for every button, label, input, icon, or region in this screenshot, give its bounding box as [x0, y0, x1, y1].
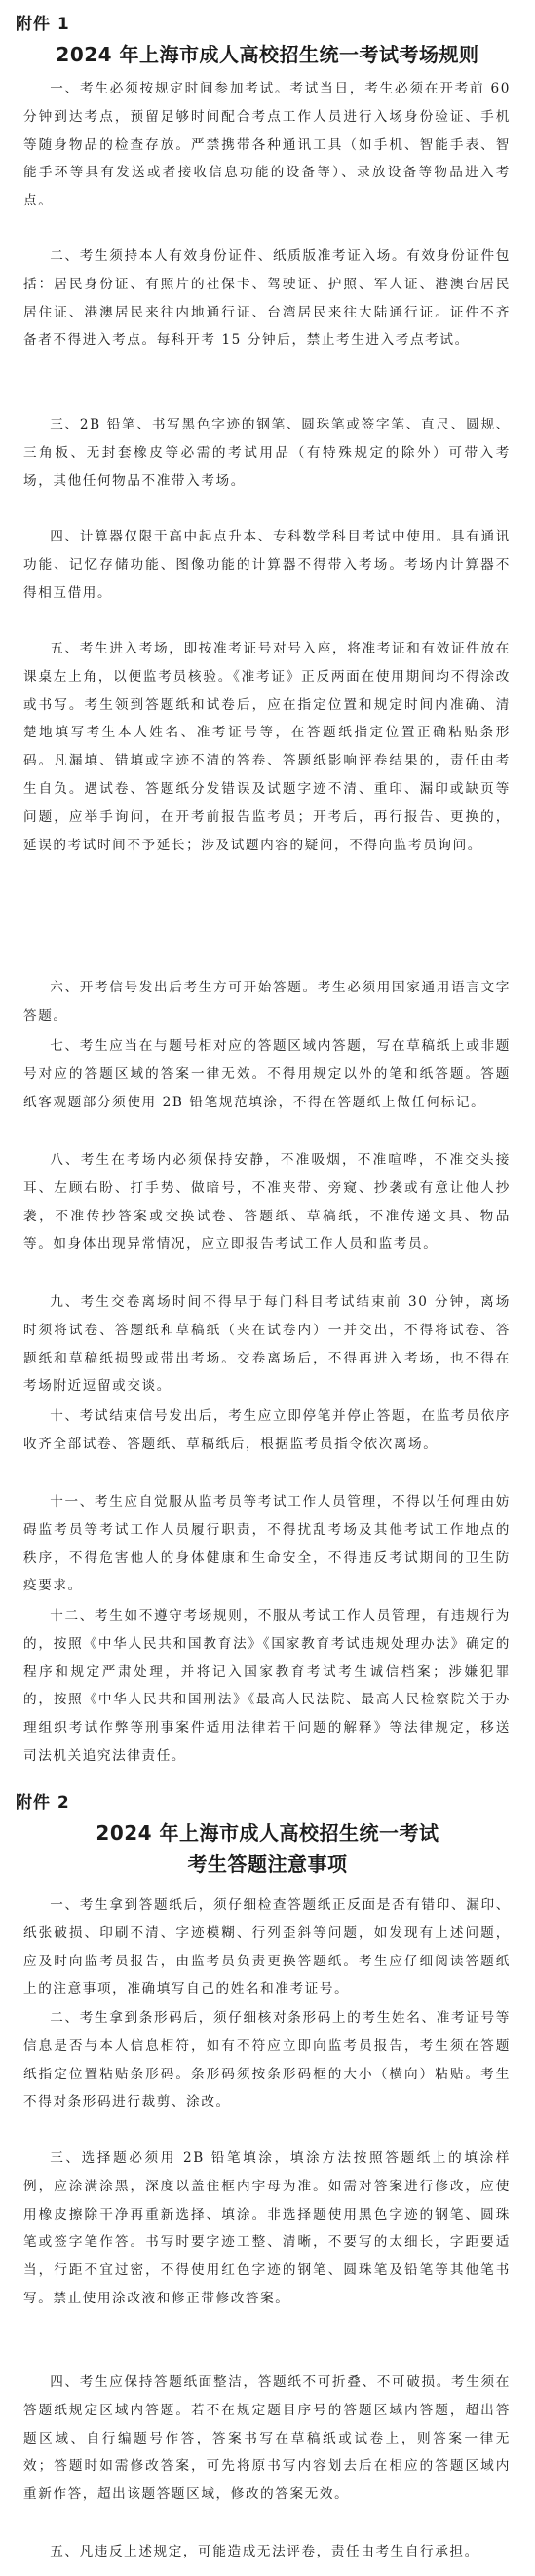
annex-1-title: 2024 年上海市成人高校招生统一考试考场规则: [56, 43, 479, 66]
rule-paragraph-3: 三、2B 铅笔、书写黑色字迹的钢笔、圆珠笔或签字笔、直尺、圆规、三角板、无封套橡皮等必需的考试用品（有特殊规定的除外）可带入考场，其他任何物品不准带入考场。: [23, 417, 511, 489]
annex-1-label: 附件 1: [16, 15, 70, 34]
rule-paragraph-1: 一、考生必须按规定时间参加考试。考试当日，考生必须在开考前 60 分钟到达考点，预留足够时间配合考点工作人员进行入场身份验证、手机等随身物品的检查存放。严禁携带各种通讯工具（如手机、智能手表、智能手环等具有发送或者接收信息功能的设备等）、录放设备等物品进入考点。: [23, 81, 511, 209]
rule-paragraph-11: 十一、考生应自觉服从监考员等考试工作人员管理，不得以任何理由妨碍监考员等考试工作人员履行职责，不得扰乱考场及其他考试工作地点的秩序，不得危害他人的身体健康和生命安全，不得违反考试期间的卫生防疫要求。: [23, 1494, 511, 1594]
rule-paragraph-2: 二、考生须持本人有效身份证件、纸质版准考证入场。有效身份证件包括：居民身份证、有照片的社保卡、驾驶证、护照、军人证、港澳台居民居住证、港澳居民来往内地通行证、台湾居民来往大陆通行证。证件不齐备者不得进入考点。每科开考 15 分钟后，禁止考生进入考点考试。: [23, 248, 511, 349]
rule-paragraph-7: 七、考生应当在与题号相对应的答题区域内答题，写在草稿纸上或非题号对应的答题区域的答案一律无效。不得用规定以外的笔和纸答题。答题纸客观题部分须使用 2B 铅笔规范填涂，不得在答题纸上做任何标记。: [23, 1038, 511, 1110]
rule-paragraph-6: 六、开考信号发出后考生方可开始答题。考生必须用国家通用语言文字答题。: [23, 980, 511, 1024]
notice-paragraph-4: 四、考生应保持答题纸面整洁，答题纸不可折叠、不可破损。考生须在答题纸规定区域内答题。若不在规定题目序号的答题区域内答题，超出答题区域、自行编题号作答，答案书写在草稿纸或试卷上，则答案一律无效；答题时如需修改答案，可先将原书写内容划去后在相应的答题区域内重新作答，超出该题答题区域，修改的答案无效。: [23, 2374, 511, 2503]
notice-paragraph-3: 三、选择题必须用 2B 铅笔填涂，填涂方法按照答题纸上的填涂样例，应涂满涂黑，深度以盖住框内字母为准。如需对答案进行修改，应使用橡皮擦除干净再重新选择、填涂。非选择题使用黑色字迹的钢笔、圆珠笔或签字笔作答。书写时要字迹工整、清晰，不要写的太细长，字距要适当，行距不宜过密，不得使用红色字迹的钢笔、圆珠笔及铅笔等其他笔书写。禁止使用涂改液和修正带修改答案。: [23, 2150, 511, 2306]
notice-paragraph-5: 五、凡违反上述规定，可能造成无法评卷，责任由考生自行承担。: [50, 2544, 479, 2559]
annex-2-label: 附件 2: [16, 1793, 70, 1812]
annex-2-title-line-2: 考生答题注意事项: [187, 1852, 348, 1876]
rule-paragraph-5: 五、考生进入考场，即按准考证号对号入座，将准考证和有效证件放在课桌左上角，以便监考员核验。《准考证》正反两面在使用期间均不得涂改或书写。考生领到答题纸和试卷后，应在指定位置和规定时间内准确、清楚地填写考生本人姓名、准考证号等，在答题纸指定位置正确粘贴条形码。凡漏填、错填或字迹不清的答卷、答题纸影响评卷结果的，责任由考生自负。遇试卷、答题纸分发错误及试题字迹不清、重印、漏印或缺页等问题，应举手询问，在开考前报告监考员；开考后，再行报告、更换的，延误的考试时间不予延长；涉及试题内容的疑问，不得向监考员询问。: [23, 641, 511, 853]
rule-paragraph-12: 十二、考生如不遵守考场规则，不服从考试工作人员管理，有违规行为的，按照《中华人民共和国教育法》《国家教育考试违规处理办法》确定的程序和规定严肃处理，并将记入国家教育考试考生诚信档案；涉嫌犯罪的，按照《中华人民共和国刑法》《最高人民法院、最高人民检察院关于办理组织考试作弊等刑事案件适用法律若干问题的解释》等法律规定，移送司法机关追究法律责任。: [23, 1608, 511, 1764]
rule-paragraph-9: 九、考生交卷离场时间不得早于每门科目考试结束前 30 分钟，离场时须将试卷、答题纸和草稿纸（夹在试卷内）一并交出，不得将试卷、答题纸和草稿纸损毁或带出考场。交卷离场后，不得再进入考场，也不得在考场附近逗留或交谈。: [23, 1294, 511, 1395]
rule-paragraph-4: 四、计算器仅限于高中起点升本、专科数学科目考试中使用。具有通讯功能、记忆存储功能、图像功能的计算器不得带入考场。考场内计算器不得相互借用。: [23, 529, 511, 601]
rule-paragraph-8: 八、考生在考场内必须保持安静，不准吸烟，不准喧哗，不准交头接耳、左顾右盼、打手势、做暗号，不准夹带、旁窥、抄袭或有意让他人抄袭，不准传抄答案或交换试卷、答题纸、草稿纸，不准传递文具、物品等。如身体出现异常情况，应立即报告考试工作人员和监考员。: [23, 1152, 511, 1252]
notice-paragraph-2: 二、考生拿到条形码后，须仔细核对条形码上的考生姓名、准考证号等信息是否与本人信息相符，如有不符应立即向监考员报告，考生须在答题纸指定位置粘贴条形码。条形码须按条形码框的大小（横向）粘贴。考生不得对条形码进行裁剪、涂改。: [23, 2010, 511, 2110]
notice-paragraph-1: 一、考生拿到答题纸后，须仔细检查答题纸正反面是否有错印、漏印、纸张破损、印刷不清、字迹模糊、行列歪斜等问题，如发现有上述问题，应及时向监考员报告，由监考员负责更换答题纸。考生应仔细阅读答题纸上的注意事项，准确填写自己的姓名和准考证号。: [23, 1897, 511, 1997]
rule-paragraph-10: 十、考试结束信号发出后，考生应立即停笔并停止答题，在监考员依序收齐全部试卷、答题纸、草稿纸后，根据监考员指令依次离场。: [23, 1408, 511, 1452]
annex-2-title-line-1: 2024 年上海市成人高校招生统一考试: [96, 1821, 439, 1845]
